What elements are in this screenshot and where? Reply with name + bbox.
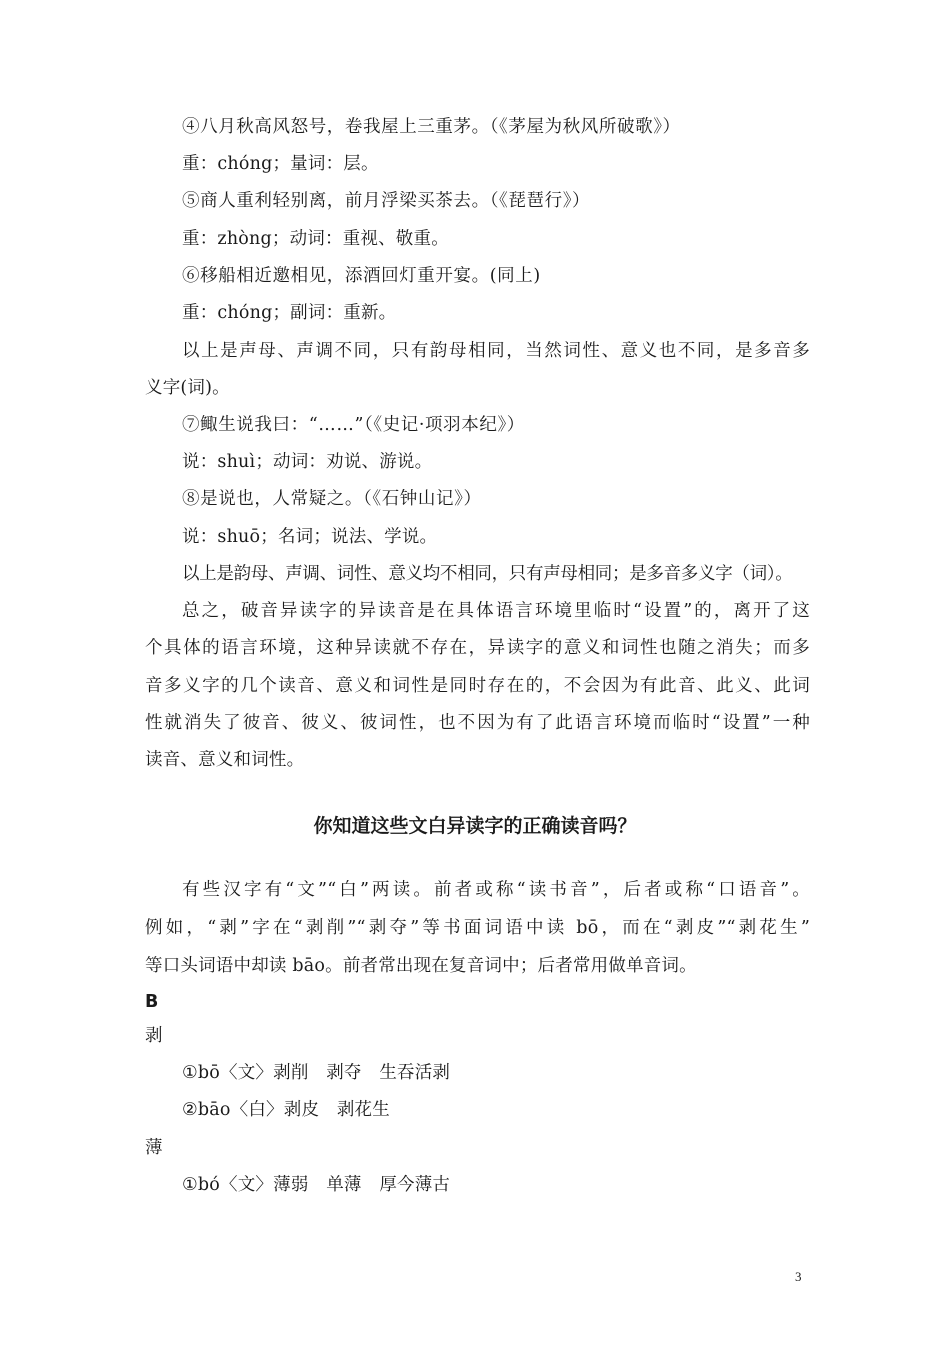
example-sentence: ④八月秋高风怒号，卷我屋上三重茅。（《茅屋为秋风所破歌》）	[182, 117, 681, 137]
entry-character: 剥	[145, 1026, 163, 1046]
paragraph-line: 读音、意义和词性。	[145, 750, 305, 770]
example-sentence: ⑤商人重利轻别离，前月浮梁买茶去。（《琵琶行》）	[182, 191, 591, 211]
entry-reading: ①bó〈文〉薄弱 单薄 厚今薄古	[182, 1175, 451, 1195]
paragraph-line: 总之，破音异读字的异读音是在具体语言环境里临时“设置”的，离开了这	[182, 601, 810, 621]
entry-character: 薄	[145, 1138, 163, 1158]
pronunciation-note: 重：chóng；量词：层。	[182, 154, 379, 174]
pronunciation-note: 重：zhòng；动词：重视、敬重。	[182, 229, 449, 249]
intro-line: 有些汉字有“文”“白”两读。前者或称“读书音”，后者或称“口语音”。	[182, 880, 810, 900]
intro-line: 等口头词语中却读 bāo。前者常出现在复音词中；后者常用做单音词。	[145, 956, 697, 976]
pronunciation-note: 说：shuō；名词；说法、学说。	[182, 527, 438, 547]
paragraph-line: 个具体的语言环境，这种异读就不存在，异读字的意义和词性也随之消失；而多	[145, 638, 810, 658]
entry-reading: ②bāo〈白〉剥皮 剥花生	[182, 1100, 390, 1120]
paragraph-line: 以上是声母、声调不同，只有韵母相同，当然词性、意义也不同，是多音多	[182, 341, 810, 361]
paragraph-line: 性就消失了彼音、彼义、彼词性，也不因为有了此语言环境而临时“设置”一种	[145, 713, 810, 733]
example-sentence: ⑧是说也，人常疑之。（《石钟山记》）	[182, 489, 482, 509]
pronunciation-note: 重：chóng；副词：重新。	[182, 303, 397, 323]
entry-reading: ①bō〈文〉剥削 剥夺 生吞活剥	[182, 1063, 451, 1083]
example-sentence: ⑥移船相近邀相见，添酒回灯重开宴。(同上)	[182, 266, 541, 286]
example-sentence: ⑦鲰生说我曰：“……”（《史记·项羽本纪》）	[182, 415, 525, 435]
section-heading: 你知道这些文白异读字的正确读音吗？	[313, 815, 637, 837]
pronunciation-note: 说：shuì；动词：劝说、游说。	[182, 452, 433, 472]
page-number: 3	[795, 1269, 802, 1284]
intro-line: 例如，“剥”字在“剥削”“剥夺”等书面词语中读 bō，而在“剥皮”“剥花生”	[145, 918, 810, 938]
paragraph-line: 义字(词)。	[145, 378, 230, 398]
section-letter: B	[145, 992, 159, 1012]
paragraph-line: 音多义字的几个读音、意义和词性是同时存在的，不会因为有此音、此义、此词	[145, 676, 810, 696]
paragraph-line: 以上是韵母、声调、词性、意义均不相同，只有声母相同；是多音多义字（词）。	[182, 564, 793, 584]
